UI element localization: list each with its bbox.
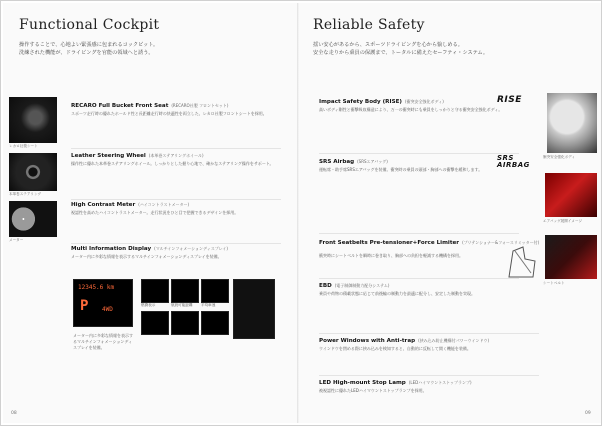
page-title: Reliable Safety [313, 17, 425, 33]
mid-thumb [201, 311, 229, 335]
section-body-recaro: スポーツ走行時の優れたホールド性と長距離走行時の快適性を両立した、レカロ社製フロントシートを採用。 [71, 111, 267, 116]
section-title-recaro: RECARO Full Bucket Front Seat (RECARO社製 フロントセット) [71, 103, 229, 109]
steering-wheel-photo [9, 153, 57, 191]
mid-side-panel [233, 279, 275, 339]
page-subtitle: 操作することで、心地よい緊張感に包まれるコックピット。 洗練された機能が、ドライビングを官能の領域へと誘う。 [19, 42, 159, 56]
section-divider [71, 243, 281, 244]
section-body-power-windows: ウインドウを閉める際に挟み込みを検知すると、自動的に反転して開く機能を装備。 [319, 346, 471, 351]
section-title-mid: Multi Information Display (マルチインフォメーションディスプレイ) [71, 246, 228, 252]
photo-caption: メーター [9, 238, 24, 242]
mid-thumb [171, 311, 199, 335]
section-body-rise: 高いボディ剛性と衝撃吸収構造により、万一の衝突時にも乗員をしっかりと守る衝突安全強化ボディ。 [319, 107, 503, 112]
section-divider [71, 148, 281, 149]
section-title-led: LED High-mount Stop Lamp (LEDハイマウントストップランプ) [319, 380, 472, 386]
section-divider [319, 153, 519, 154]
page-title: Functional Cockpit [19, 17, 160, 33]
section-body-led: 被視認性に優れたLEDハイマウントストップランプを採用。 [319, 388, 427, 393]
photo-caption: 本革巻ステアリング [9, 192, 42, 196]
section-body-ebd: 乗員や荷物の積載状態に応じて前後輪の制動力を最適に配分し、安定した制動を実現。 [319, 291, 475, 296]
mid-main-display [73, 279, 133, 327]
section-divider [319, 375, 539, 376]
rise-logo: RISE [497, 95, 522, 105]
mid-label: 平均車速 [201, 303, 216, 307]
car-crash-photo [545, 173, 597, 217]
recaro-seat-photo [9, 97, 57, 143]
mid-4wd-text: 4WD [102, 306, 113, 313]
srs-airbag-logo: SRS AIRBAG [497, 154, 530, 169]
section-title-seatbelt: Front Seatbelts Pre-tensioner+Force Limiter (プリテンショナー&フォースリミッター付) [319, 240, 540, 246]
section-title-ebd: EBD (電子制御制動力配分システム) [319, 283, 390, 289]
photo-caption: エアバッグ展開イメージ [543, 219, 583, 223]
section-body-mid: メーター内に多彩な情報を表示するマルチインフォメーションディスプレイを装備。 [71, 254, 222, 259]
mid-notes: メーター内に多彩な情報を表示するマルチインフォメーションディスプレイを装備。 [73, 333, 133, 351]
section-title-steering: Leather Steering Wheel (本革巻ステアリングホイール) [71, 153, 204, 159]
section-body-meter: 視認性を高めたハイコントラストメーター。走行状況をひと目で把握できるデザインを採用。 [71, 210, 239, 215]
mid-label: 燃費表示 [141, 303, 156, 307]
photo-caption: シートベルト [543, 281, 565, 285]
section-title-rise: Impact Safety Body (RISE) (衝突安全強化ボディ) [319, 99, 444, 105]
mid-thumb [171, 279, 199, 303]
mid-thumb [141, 311, 169, 335]
section-body-srs: 運転席・助手席SRSエアバッグを装備。衝突時の乗員の頭部・胸部への衝撃を緩和します。 [319, 167, 483, 172]
mid-label: 航続可能距離 [171, 303, 193, 307]
section-divider [71, 199, 281, 200]
meter-photo [9, 201, 57, 237]
mid-thumb [201, 279, 229, 303]
right-page [299, 3, 601, 423]
photo-caption: 衝突安全強化ボディ [543, 155, 576, 159]
section-divider [319, 233, 519, 234]
mid-thumb [141, 279, 169, 303]
section-body-seatbelt: 衝突時にシートベルトを瞬時に巻き取り、胸部への負担を軽減する機構を採用。 [319, 253, 463, 258]
left-page [3, 3, 299, 423]
page-number: 09 [585, 411, 591, 416]
section-body-steering: 操作性に優れた本革巻ステアリングホイール。しっかりとした握り心地で、確かなステアリング操作をサポート。 [71, 161, 274, 166]
section-title-power-windows: Power Windows with Anti-trap (挟み込み防止機構付パワーウインドウ) [319, 338, 490, 344]
section-divider [319, 278, 519, 279]
section-title-meter: High Contrast Meter (ハイコントラストメーター) [71, 202, 190, 208]
page-subtitle: 揺い安心があるから、スポーツドライビングを心から愉しめる。 安全な走りから乗員の保護まで、トータルに備えたセーフティ・システム。 [313, 42, 489, 56]
section-divider [319, 333, 539, 334]
mid-odometer-text: 12345.6 km [78, 284, 115, 291]
photo-caption: レカロ社製シート [9, 144, 38, 148]
page-number: 08 [11, 411, 17, 416]
section-title-srs: SRS Airbag (SRSエアバッグ) [319, 159, 388, 165]
airbag-photo [547, 93, 597, 153]
seatbelt-diagram-icon [499, 241, 543, 281]
car-interior-photo [545, 235, 597, 279]
mid-gear-text: P [80, 298, 89, 314]
